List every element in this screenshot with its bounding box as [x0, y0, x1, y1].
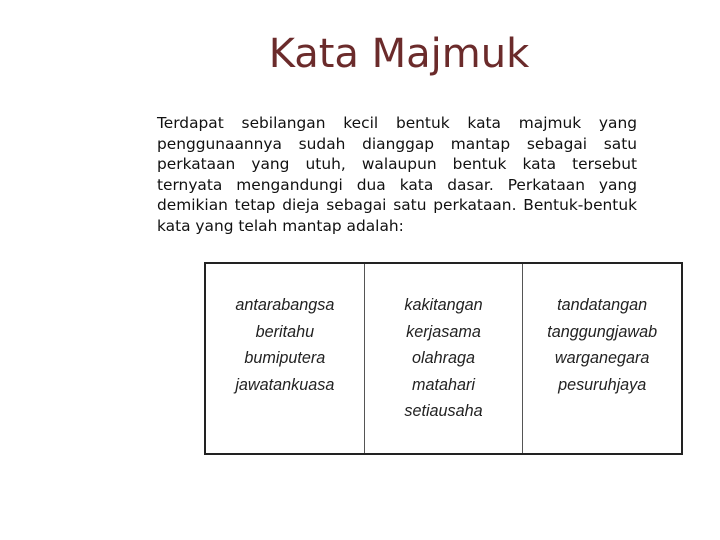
word-item: matahari	[412, 375, 475, 394]
word-item: jawatankuasa	[235, 375, 335, 394]
word-item: tanggungjawab	[547, 322, 658, 341]
word-item: tandatangan	[557, 296, 648, 314]
word-column-2	[364, 264, 523, 453]
word-item: antarabangsa	[235, 296, 335, 314]
word-table	[204, 262, 683, 455]
word-column-1	[206, 264, 364, 453]
word-item: olahraga	[412, 349, 476, 367]
word-item: warganegara	[554, 349, 650, 367]
word-item: kakitangan	[404, 296, 483, 314]
word-item: beritahu	[255, 322, 315, 341]
word-item: setiausaha	[404, 402, 483, 420]
intro-paragraph: Terdapat sebilangan kecil bentuk kata majmuk yang penggunaannya sudah dianggap mantap sebagai satu perkataan yang utuh, walaupun bentuk kata tersebut ternyata mengandungi dua kata dasar. Perkataan yang demikian tetap dieja sebagai satu perkataan. Bentuk-bentuk kata yang telah mantap adalah:	[157, 114, 637, 235]
word-item: kerjasama	[406, 322, 481, 341]
word-column-3	[522, 264, 681, 453]
slide-title: Kata Majmuk	[268, 31, 530, 77]
word-item: pesuruhjaya	[558, 375, 647, 394]
word-item: bumiputera	[244, 349, 326, 367]
